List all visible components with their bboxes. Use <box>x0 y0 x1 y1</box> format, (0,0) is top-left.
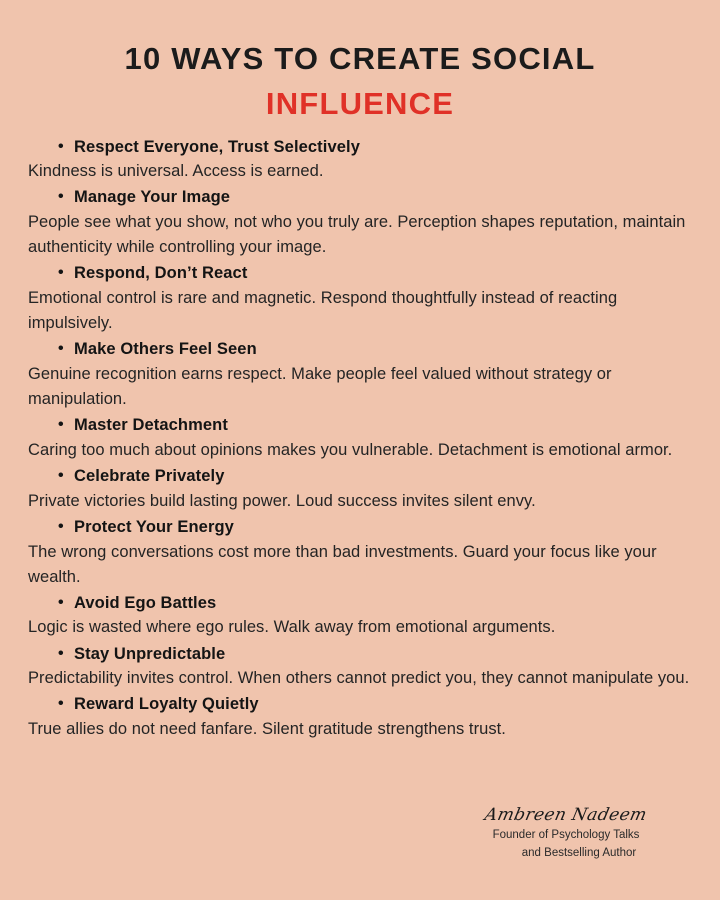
bullet-icon: • <box>58 340 64 358</box>
list-item-heading-text: Celebrate Privately <box>74 466 225 485</box>
list-item-body: Logic is wasted where ego rules. Walk away from emotional arguments. <box>28 618 556 637</box>
list-item-heading <box>28 591 692 616</box>
list-item-heading-text: Avoid Ego Battles <box>74 593 217 612</box>
bullet-icon: • <box>58 264 64 282</box>
list-item-heading <box>28 692 692 717</box>
list-item <box>28 337 692 412</box>
list-item-heading-text: Master Detachment <box>74 416 228 435</box>
signature-block <box>446 805 686 862</box>
list-item <box>28 692 692 742</box>
list-item <box>28 515 692 590</box>
title-line-accent: INFLUENCE <box>265 85 455 121</box>
title-line-primary: 10 WAYS TO CREATE SOCIAL <box>124 41 596 76</box>
list-item-heading <box>28 261 692 286</box>
list-item-body: Private victories build lasting power. Loud success invites silent envy. <box>28 491 536 510</box>
list-item-heading-text: Respond, Don’t React <box>74 264 248 283</box>
bullet-icon: • <box>58 593 64 611</box>
list-item-heading-text: Respect Everyone, Trust Selectively <box>74 137 360 156</box>
bullet-icon: • <box>58 188 64 206</box>
list-item-body: Genuine recognition earns respect. Make people feel valued without strategy or manipulation. <box>28 364 612 409</box>
list-item-body: Caring too much about opinions makes you vulnerable. Detachment is emotional armor. <box>28 440 673 459</box>
list-item-heading <box>28 135 692 160</box>
list-item <box>28 413 692 463</box>
tips-list <box>28 135 692 744</box>
list-item <box>28 185 692 260</box>
list-item-heading-text: Reward Loyalty Quietly <box>74 695 259 714</box>
signature-role-line-1: Founder of Psychology Talks <box>492 828 640 841</box>
bullet-icon: • <box>58 517 64 535</box>
list-item-body: Emotional control is rare and magnetic. Respond thoughtfully instead of reacting impulsively. <box>28 289 618 333</box>
list-item-heading-text: Make Others Feel Seen <box>74 340 257 359</box>
signature-name: Ambreen Nadeem <box>483 804 649 825</box>
bullet-icon: • <box>58 644 64 662</box>
list-item-body: True allies do not need fanfare. Silent gratitude strengthens trust. <box>28 720 506 739</box>
list-item-heading <box>28 337 692 362</box>
signature-role-line-2: and Bestselling Author <box>521 847 637 860</box>
list-item-body: The wrong conversations cost more than bad investments. Guard your focus like your wealth. <box>28 542 657 586</box>
list-item <box>28 135 692 185</box>
list-item-heading-text: Manage Your Image <box>74 188 231 207</box>
list-item-body: Predictability invites control. When others cannot predict you, they cannot manipulate you. <box>28 669 690 688</box>
list-item-heading <box>28 642 692 667</box>
list-item-heading <box>28 185 692 210</box>
bullet-icon: • <box>58 466 64 484</box>
page-title <box>28 40 692 125</box>
bullet-icon: • <box>58 137 64 155</box>
list-item <box>28 464 692 514</box>
list-item-heading <box>28 464 692 489</box>
list-item <box>28 261 692 336</box>
list-item-heading <box>28 413 692 438</box>
list-item-heading-text: Protect Your Energy <box>74 517 234 536</box>
list-item-heading <box>28 515 692 540</box>
bullet-icon: • <box>58 416 64 434</box>
list-item-heading-text: Stay Unpredictable <box>74 644 226 663</box>
list-item-body: Kindness is universal. Access is earned. <box>28 162 324 181</box>
list-item <box>28 642 692 692</box>
list-item-body: People see what you show, not who you truly are. Perception shapes reputation, maintain authenticity while controlling your image. <box>28 213 686 257</box>
list-item <box>28 591 692 641</box>
bullet-icon: • <box>58 695 64 713</box>
